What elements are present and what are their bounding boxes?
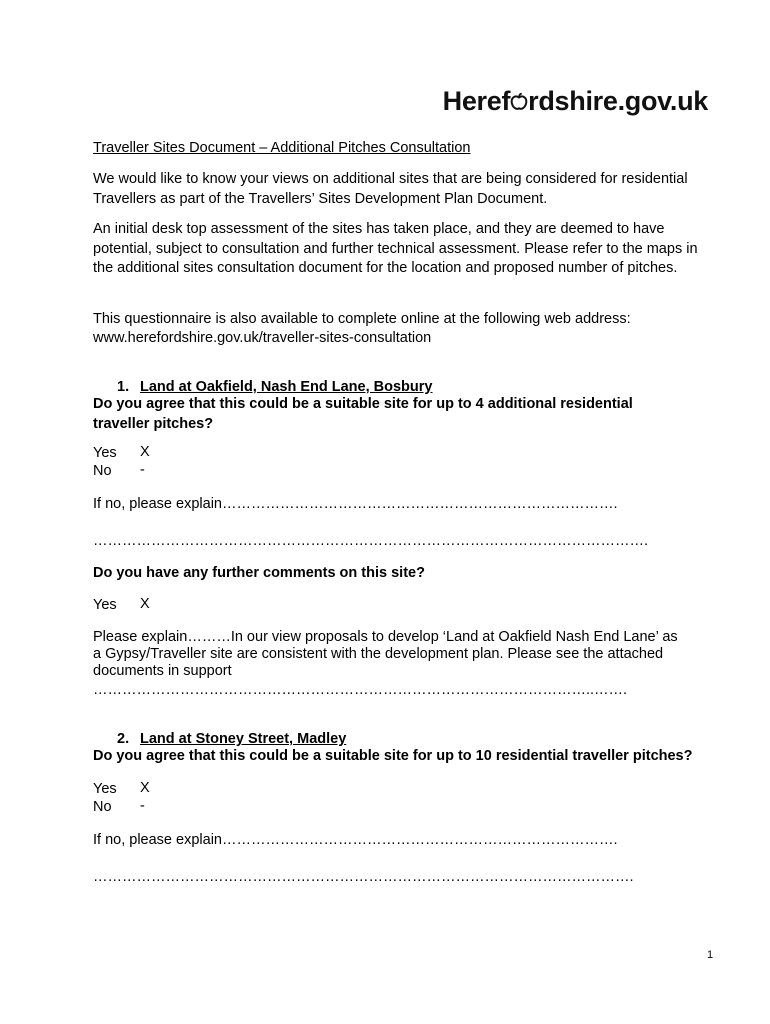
section-1-further-question: Do you have any further comments on this site?: [93, 565, 425, 581]
section-1-further-yes-row: [93, 596, 150, 616]
intro-paragraph-3-line1: This questionnaire is also available to complete online at the following web address:: [93, 311, 631, 327]
further-yes-mark: X: [140, 596, 150, 612]
logo-text-end: rdshire.gov.uk: [528, 86, 708, 116]
section-2-title: Land at Stoney Street, Madley: [140, 731, 347, 747]
yes-mark: X: [140, 444, 150, 460]
section-2-question: Do you agree that this could be a suitable site for up to 10 residential traveller pitches?: [93, 748, 693, 764]
section-1-yes-row: [93, 444, 150, 464]
section-1-title: Land at Oakfield, Nash End Lane, Bosbury: [140, 379, 433, 395]
section-2-yes-row: [93, 780, 150, 800]
apple-icon: [510, 93, 528, 111]
logo-text-start: Heref: [442, 86, 511, 116]
no-mark: -: [140, 462, 145, 478]
section-2-number: 2.: [117, 731, 130, 747]
yes-label: Yes: [93, 781, 117, 797]
section-1-number: 1.: [117, 379, 130, 395]
section-1-please-explain-line: …………………………………………………………………………………………..…….: [93, 682, 628, 698]
section-1-please-explain: Please explain………In our view proposals to develop ‘Land at Oakfield Nash End Lane’ as a Gypsy/Traveller site are consistent with the development plan. Please see the attached documents in support: [93, 629, 678, 679]
section-2-explain-line: ………………………………………………………………………………………………….: [93, 869, 634, 885]
section-1-no-row: [93, 462, 145, 482]
section-2-no-row: [93, 798, 145, 818]
section-1-explain: If no, please explain……………………………………………………………………….: [93, 496, 618, 512]
page-number: 1: [707, 949, 714, 961]
section-1-question: Do you agree that this could be a suitable site for up to 4 additional residential traveller pitches?: [93, 396, 633, 432]
intro-paragraph-1: We would like to know your views on additional sites that are being considered for residential Travellers as part of the Travellers’ Sites Development Plan Document.: [93, 171, 688, 207]
intro-paragraph-2: An initial desk top assessment of the sites has taken place, and they are deemed to have potential, subject to consultation and further technical assessment. Please refer to the maps in the additional sites consultation document for the location and proposed number of pitches.: [93, 221, 698, 276]
consultation-web-address: www.herefordshire.gov.uk/traveller-sites-consultation: [93, 330, 432, 346]
no-label: No: [93, 463, 112, 479]
no-mark: -: [140, 798, 145, 814]
section-1-explain-line: …………………………………………………………………………………………………….: [93, 533, 649, 549]
yes-mark: X: [140, 780, 150, 796]
yes-label: Yes: [93, 445, 117, 461]
no-label: No: [93, 799, 112, 815]
document-heading: Traveller Sites Document – Additional Pitches Consultation: [93, 140, 471, 156]
herefordshire-logo: [443, 86, 708, 117]
further-yes-label: Yes: [93, 597, 117, 613]
section-2-explain: If no, please explain……………………………………………………………………….: [93, 832, 618, 848]
